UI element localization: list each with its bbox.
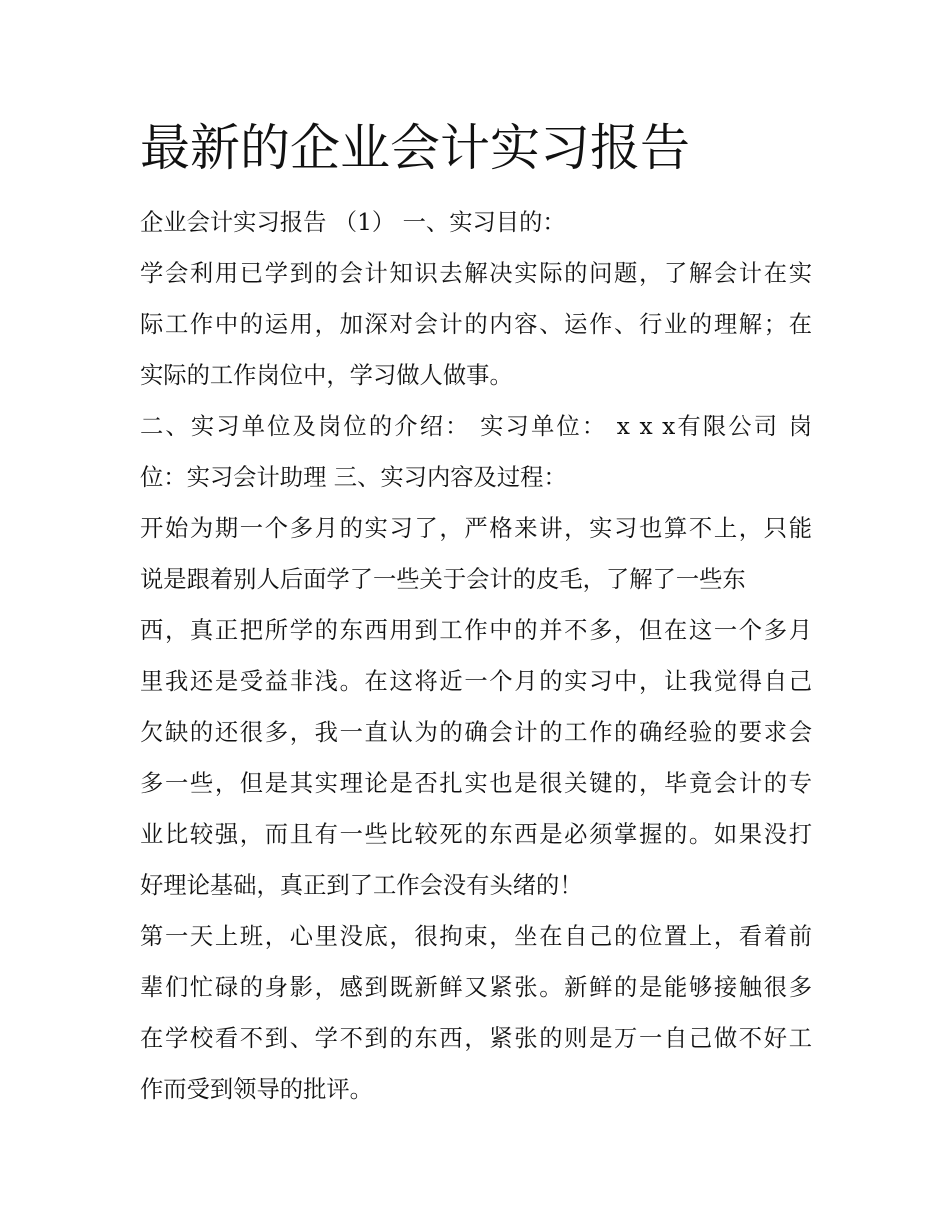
document-title: 最新的企业会计实习报告 (140, 119, 690, 177)
body-line: 好理论基础，真正到了工作会没有头绪的！ (140, 872, 583, 899)
body-line: 二、实习单位及岗位的介绍： 实习单位： x x x有限公司 岗 (140, 413, 812, 440)
body-line: 里我还是受益非浅。在这将近一个月的实习中，让我觉得自己 (140, 668, 812, 695)
document-body (140, 197, 812, 1115)
body-line: 作而受到领导的批评。 (140, 1076, 373, 1103)
body-line: 辈们忙碌的身影，感到既新鲜又紧张。新鲜的是能够接触很多 (140, 974, 812, 1001)
body-line-intro: 企业会计实习报告 （1） 一、实习目的： (140, 209, 566, 236)
body-line: 在学校看不到、学不到的东西，紧张的则是万一自己做不好工 (140, 1025, 812, 1052)
body-line: 位：实习会计助理 三、实习内容及过程： (140, 464, 567, 491)
body-line: 际工作中的运用，加深对会计的内容、运作、行业的理解；在 (140, 311, 812, 338)
body-line: 西，真正把所学的东西用到工作中的并不多，但在这一个多月 (140, 617, 812, 644)
body-line: 欠缺的还很多，我一直认为的确会计的工作的确经验的要求会 (140, 719, 812, 746)
body-line: 实际的工作岗位中，学习做人做事。 (140, 362, 513, 389)
body-line: 说是跟着别人后面学了一些关于会计的皮毛，了解了一些东 (140, 566, 746, 593)
body-line: 学会利用已学到的会计知识去解决实际的问题，了解会计在实 (140, 260, 812, 287)
body-line: 多一些，但是其实理论是否扎实也是很关键的，毕竟会计的专 (140, 770, 812, 797)
body-line: 第一天上班，心里没底，很拘束，坐在自己的位置上，看着前 (140, 923, 812, 950)
body-line: 开始为期一个多月的实习了，严格来讲，实习也算不上，只能 (140, 515, 812, 542)
body-line: 业比较强，而且有一些比较死的东西是必须掌握的。如果没打 (140, 821, 812, 848)
